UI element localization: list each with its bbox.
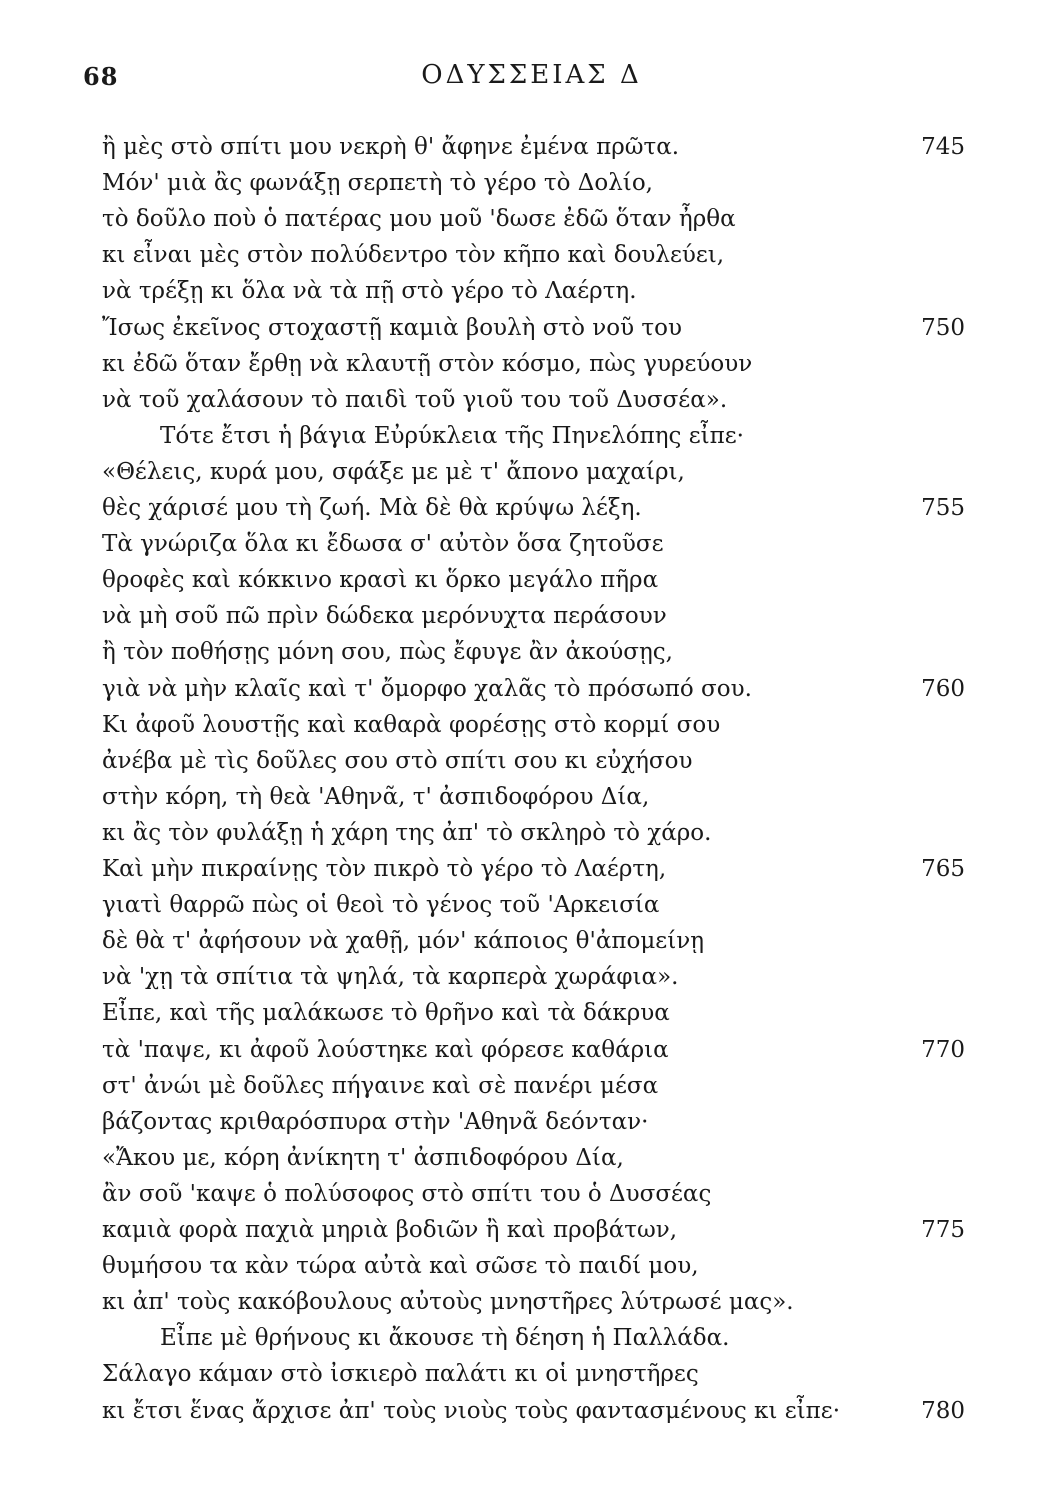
verse-line: γιὰ νὰ μὴν κλαῖς καὶ τ' ὄμορφο χαλᾶς τὸ πρόσωπό σου. — [102, 676, 752, 702]
verse-line: Μόν' μιὰ ἂς φωνάξῃ σερπετὴ τὸ γέρο τὸ Δολίο, — [102, 170, 653, 196]
line-number: 765 — [921, 856, 965, 882]
verse-line: θροφὲς καὶ κόκκινο κρασὶ κι ὅρκο μεγάλο πῆρα — [102, 567, 659, 593]
verse-line: νὰ τοῦ χαλάσουν τὸ παιδὶ τοῦ γιοῦ του τοῦ Δυσσέα». — [102, 387, 728, 413]
verse-line: ἢ μὲς στὸ σπίτι μου νεκρὴ θ' ἄφηνε ἐμένα πρῶτα. — [102, 134, 680, 160]
verse-line: τὰ 'παψε, κι ἀφοῦ λούστηκε καὶ φόρεσε καθάρια — [102, 1037, 669, 1063]
verse-line: Εἶπε μὲ θρήνους κι ἄκουσε τὴ δέηση ἡ Παλλάδα. — [160, 1325, 730, 1351]
line-number: 770 — [921, 1037, 965, 1063]
verse-line: Τὰ γνώριζα ὅλα κι ἔδωσα σ' αὐτὸν ὅσα ζητοῦσε — [102, 531, 664, 557]
verse-line: τὸ δοῦλο ποὺ ὁ πατέρας μου μοῦ 'δωσε ἐδῶ ὅταν ἦρθα — [102, 206, 736, 232]
verse-line: κι ἔτσι ἕνας ἄρχισε ἀπ' τοὺς νιοὺς τοὺς φαντασμένους κι εἶπε· — [102, 1398, 840, 1424]
line-number: 775 — [921, 1217, 965, 1243]
verse-line: ἂν σοῦ 'καψε ὁ πολύσοφος στὸ σπίτι του ὁ Δυσσέας — [102, 1181, 712, 1207]
line-number: 745 — [921, 134, 965, 160]
verse-line: νὰ τρέξῃ κι ὅλα νὰ τὰ πῇ στὸ γέρο τὸ Λαέρτη. — [102, 278, 637, 304]
verse-line: κι ἀπ' τοὺς κακόβουλους αὐτοὺς μνηστῆρες λύτρωσέ μας». — [102, 1289, 794, 1315]
verse-line: κι ἐδῶ ὅταν ἔρθῃ νὰ κλαυτῇ στὸν κόσμο, πὼς γυρεύουν — [102, 351, 753, 377]
verse-line: θυμήσου τα κὰν τώρα αὐτὰ καὶ σῶσε τὸ παιδί μου, — [102, 1253, 699, 1279]
running-head: ΟΔΥΣΣΕΙΑΣ Δ — [421, 60, 642, 90]
verse-line: ἀνέβα μὲ τὶς δοῦλες σου στὸ σπίτι σου κι εὐχήσου — [102, 748, 693, 774]
line-number: 760 — [921, 676, 965, 702]
verse-line: θὲς χάρισέ μου τὴ ζωή. Μὰ δὲ θὰ κρύψω λέξη. — [102, 495, 642, 521]
verse-line: στὴν κόρη, τὴ θεὰ 'Αθηνᾶ, τ' ἀσπιδοφόρου Δία, — [102, 784, 650, 810]
verse-line: κι εἶναι μὲς στὸν πολύδεντρο τὸν κῆπο καὶ δουλεύει, — [102, 242, 725, 268]
verse-line: Σάλαγο κάμαν στὸ ἰσκιερὸ παλάτι κι οἱ μνηστῆρες — [102, 1361, 699, 1387]
verse-line: Κι ἀφοῦ λουστῇς καὶ καθαρὰ φορέσῃς στὸ κορμί σου — [102, 712, 721, 738]
verse-line: Εἶπε, καὶ τῆς μαλάκωσε τὸ θρῆνο καὶ τὰ δάκρυα — [102, 1000, 670, 1026]
line-number: 780 — [921, 1398, 965, 1424]
verse-line: γιατὶ θαρρῶ πὼς οἱ θεοὶ τὸ γένος τοῦ 'Αρκεισία — [102, 892, 660, 918]
verse-line: Καὶ μὴν πικραίνῃς τὸν πικρὸ τὸ γέρο τὸ Λαέρτη, — [102, 856, 667, 882]
verse-line: δὲ θὰ τ' ἀφήσουν νὰ χαθῇ, μόν' κάποιος θ'ἀπομείνῃ — [102, 928, 704, 954]
verse-line: στ' ἀνώι μὲ δοῦλες πήγαινε καὶ σὲ πανέρι μέσα — [102, 1073, 659, 1099]
verse-line: νὰ μὴ σοῦ πῶ πρὶν δώδεκα μερόνυχτα περάσουν — [102, 603, 667, 629]
verse-line: νὰ 'χῃ τὰ σπίτια τὰ ψηλά, τὰ καρπερὰ χωράφια». — [102, 964, 679, 990]
verse-line: βάζοντας κριθαρόσπυρα στὴν 'Αθηνᾶ δεόνταν· — [102, 1109, 649, 1135]
verse-line: Τότε ἔτσι ἡ βάγια Εὐρύκλεια τῆς Πηνελόπης εἶπε· — [160, 423, 744, 449]
verse-line: κι ἂς τὸν φυλάξῃ ἡ χάρη της ἀπ' τὸ σκληρὸ τὸ χάρο. — [102, 820, 712, 846]
verse-line: «Θέλεις, κυρά μου, σφάξε με μὲ τ' ἄπονο μαχαίρι, — [102, 459, 685, 485]
verse-line: ἢ τὸν ποθήσῃς μόνη σου, πὼς ἔφυγε ἂν ἀκούσῃς, — [102, 639, 673, 665]
verse-line: «Ἄκου με, κόρη ἀνίκητη τ' ἀσπιδοφόρου Δία, — [102, 1145, 624, 1171]
verse-line: Ἴσως ἐκεῖνος στοχαστῇ καμιὰ βουλὴ στὸ νοῦ του — [102, 315, 682, 341]
page-number: 68 — [83, 62, 119, 91]
verse-line: καμιὰ φορὰ παχιὰ μηριὰ βοδιῶν ἢ καὶ προβάτων, — [102, 1217, 678, 1243]
line-number: 755 — [921, 495, 965, 521]
line-number: 750 — [921, 315, 965, 341]
